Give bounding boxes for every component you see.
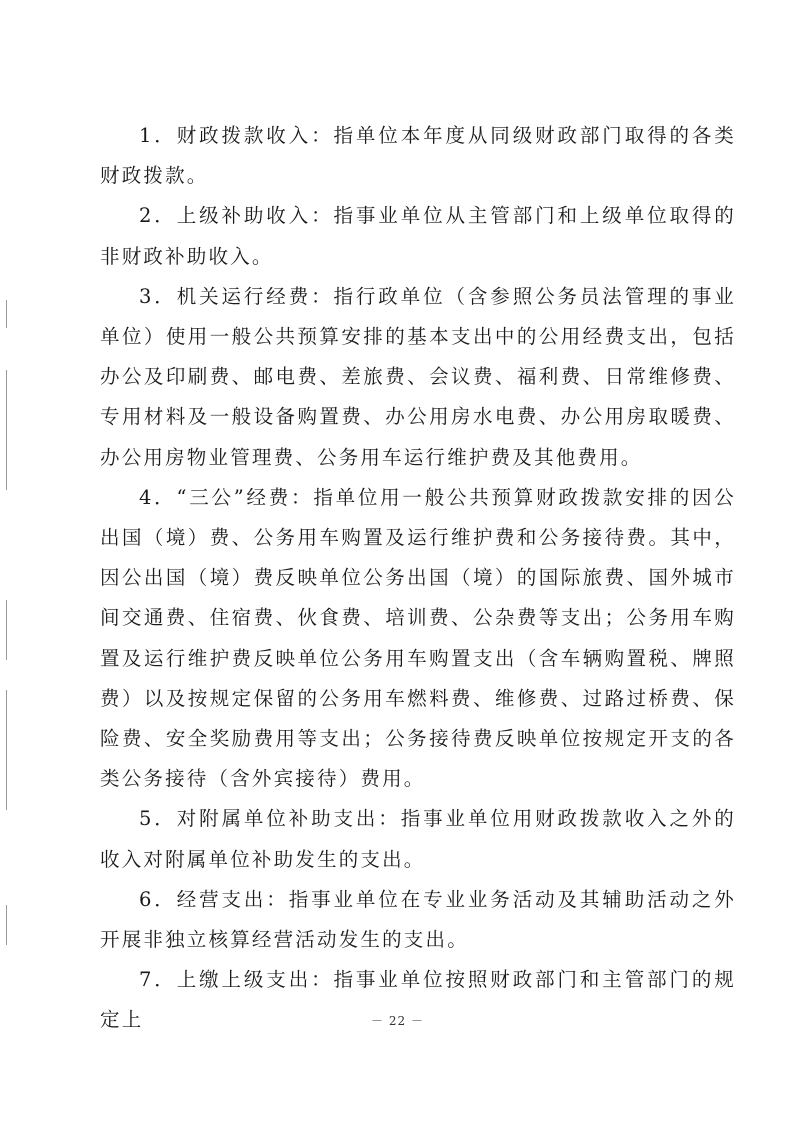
paragraph-1: 1．财政拨款收入：指单位本年度从同级财政部门取得的各类财政拨款。 bbox=[100, 124, 736, 188]
scan-edge-mark bbox=[6, 300, 7, 328]
paragraph-7: 7．上缴上级支出：指事业单位按照财政部门和主管部门的规定上 bbox=[100, 968, 736, 1032]
scan-edge-mark bbox=[6, 370, 7, 490]
paragraph-6: 6．经营支出：指事业单位在专业业务活动及其辅助活动之外开展非独立核算经营活动发生的支出。 bbox=[100, 887, 736, 952]
scan-edge-mark bbox=[6, 600, 7, 660]
paragraph-5: 5．对附属单位补助支出：指事业单位用财政拨款收入之外的收入对附属单位补助发生的支出。 bbox=[100, 807, 736, 871]
paragraph-3: 3．机关运行经费：指行政单位（含参照公务员法管理的事业单位）使用一般公共预算安排的基本支出中的公用经费支出，包括办公及印刷费、邮电费、差旅费、会议费、福利费、日常维修费、专用材料及一般设备购置费、办公用房水电费、办公用房取暖费、办公用房物业管理费、公务用车运行维护费及其他费用。 bbox=[100, 284, 736, 469]
scan-edge-mark bbox=[6, 690, 7, 810]
paragraph-4: 4．“三公”经费：指单位用一般公共预算财政拨款安排的因公出国（境）费、公务用车购置及运行维护费和公务接待费。其中，因公出国（境）费反映单位公务出国（境）的国际旅费、国外城市间交通费、住宿费、伙食费、培训费、公杂费等支出；公务用车购置及运行维护费反映单位公务用车购置支出（含车辆购置税、牌照费）以及按规定保留的公务用车燃料费、维修费、过路过桥费、保险费、安全奖励费用等支出；公务接待费反映单位按规定开支的各类公务接待（含外宾接待）费用。 bbox=[100, 485, 736, 791]
scan-edge-mark bbox=[6, 905, 7, 945]
paragraph-2: 2．上级补助收入：指事业单位从主管部门和上级单位取得的非财政补助收入。 bbox=[100, 204, 736, 268]
page-number: － 22 － bbox=[371, 1014, 424, 1028]
document-body bbox=[100, 116, 736, 1041]
